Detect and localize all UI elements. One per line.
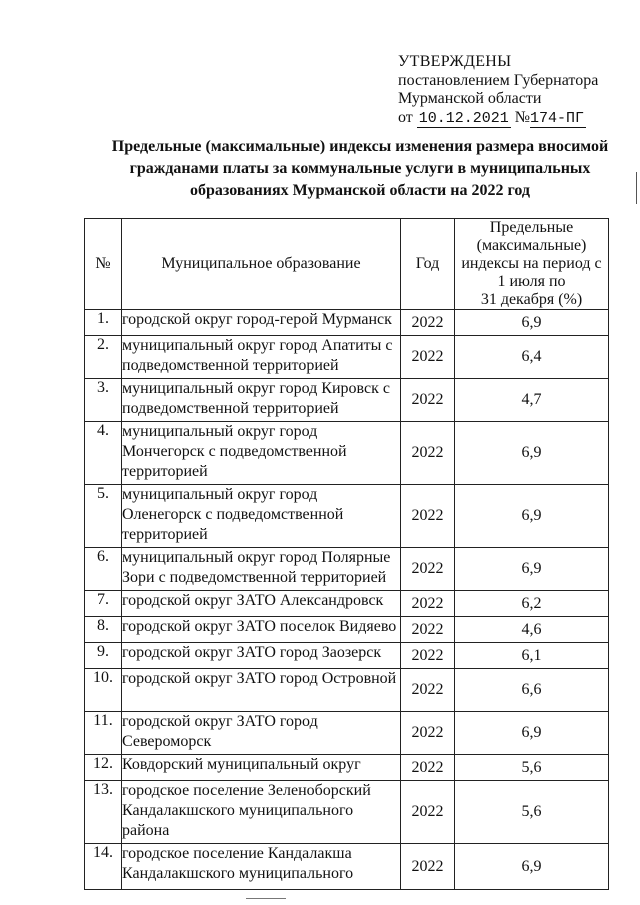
table-row <box>85 643 609 669</box>
scan-bottom-mark <box>246 898 286 899</box>
row-number: 8. <box>85 617 122 643</box>
header-num: № <box>85 219 122 310</box>
table-row <box>85 379 609 422</box>
row-municipality: муниципальный округ город Мончегорск с подведомственной территорией <box>122 422 401 485</box>
row-number: 9. <box>85 643 122 669</box>
row-municipality: муниципальный округ город Апатиты с подведомственной территорией <box>122 336 401 379</box>
approval-number-sign: № <box>514 108 531 126</box>
header-index-line: Предельные <box>489 219 574 236</box>
row-year: 2022 <box>401 336 455 379</box>
row-index: 6,2 <box>455 591 609 617</box>
row-municipality: городской округ ЗАТО город Островной <box>122 669 401 712</box>
approval-region-line: Мурманской области <box>398 90 542 107</box>
row-number: 4. <box>85 422 122 485</box>
approval-date: 10.12.2021 <box>418 109 509 127</box>
table-row <box>85 336 609 379</box>
row-index: 6,9 <box>455 548 609 591</box>
row-municipality: городской округ ЗАТО поселок Видяево <box>122 617 401 643</box>
row-index: 4,6 <box>455 617 609 643</box>
table-row <box>85 755 609 781</box>
row-year: 2022 <box>401 548 455 591</box>
row-municipality: городское поселение Кандалакша Кандалакшского муниципального <box>122 844 401 890</box>
row-number: 7. <box>85 591 122 617</box>
row-index: 5,6 <box>455 781 609 844</box>
row-number: 3. <box>85 379 122 422</box>
heading-line-2: гражданами платы за коммунальные услуги в муниципальных <box>129 160 591 177</box>
row-year: 2022 <box>401 781 455 844</box>
row-index: 6,9 <box>455 712 609 755</box>
approval-decree-line: постановлением Губернатора <box>398 71 599 89</box>
row-municipality: муниципальный округ город Полярные Зори с подведомственной территорией <box>122 548 401 591</box>
row-municipality: городской округ ЗАТО город Североморск <box>122 712 401 755</box>
row-municipality: муниципальный округ город Оленегорск с подведомственной территорией <box>122 485 401 548</box>
header-year: Год <box>401 219 455 310</box>
row-year: 2022 <box>401 643 455 669</box>
row-year: 2022 <box>401 422 455 485</box>
table-row <box>85 310 609 336</box>
table-header-row <box>85 219 609 310</box>
row-year: 2022 <box>401 669 455 712</box>
row-index: 6,6 <box>455 669 609 712</box>
header-index-line: 31 декабря (%) <box>480 291 583 308</box>
row-municipality: Ковдорский муниципальный округ <box>122 755 401 781</box>
table-row <box>85 617 609 643</box>
document-heading <box>80 136 640 202</box>
approval-title: УТВЕРЖДЕНЫ <box>398 53 512 70</box>
row-number: 13. <box>85 781 122 844</box>
row-number: 6. <box>85 548 122 591</box>
table-row <box>85 548 609 591</box>
row-municipality: муниципальный округ город Кировск с подведомственной территорией <box>122 379 401 422</box>
row-number: 1. <box>85 310 122 336</box>
row-municipality: городской округ ЗАТО Александровск <box>122 591 401 617</box>
row-index: 6,9 <box>455 844 609 890</box>
indices-table <box>84 218 609 890</box>
row-number: 14. <box>85 844 122 890</box>
heading-line-1: Предельные (максимальные) индексы изменения размера вносимой <box>111 138 609 155</box>
approval-date-line <box>398 109 628 128</box>
row-year: 2022 <box>401 485 455 548</box>
table-row <box>85 844 609 890</box>
approval-block <box>398 53 628 128</box>
row-municipality: городское поселение Зеленоборский Кандалакшского муниципального района <box>122 781 401 844</box>
row-number: 12. <box>85 755 122 781</box>
header-municipality: Муниципальное образование <box>122 219 401 310</box>
table-row <box>85 712 609 755</box>
row-year: 2022 <box>401 379 455 422</box>
row-municipality: городской округ город-герой Мурманск <box>122 310 401 336</box>
table-row <box>85 485 609 548</box>
row-index: 6,4 <box>455 336 609 379</box>
row-number: 11. <box>85 712 122 755</box>
table-row <box>85 781 609 844</box>
approval-number: 174-ПГ <box>530 109 585 127</box>
header-index-line: 1 июля по <box>497 273 566 290</box>
scan-edge-mark <box>636 172 637 204</box>
row-year: 2022 <box>401 310 455 336</box>
row-index: 4,7 <box>455 379 609 422</box>
table-row <box>85 591 609 617</box>
heading-line-3: образованиях Мурманской области на 2022 год <box>190 182 530 199</box>
header-index <box>455 219 609 310</box>
approval-from-label: от <box>398 108 413 126</box>
row-index: 6,9 <box>455 422 609 485</box>
row-year: 2022 <box>401 844 455 890</box>
header-index-line: (максимальные) <box>476 237 587 254</box>
table-row <box>85 422 609 485</box>
row-year: 2022 <box>401 617 455 643</box>
row-index: 5,6 <box>455 755 609 781</box>
row-number: 10. <box>85 669 122 712</box>
row-number: 2. <box>85 336 122 379</box>
row-number: 5. <box>85 485 122 548</box>
row-index: 6,9 <box>455 310 609 336</box>
header-index-line: индексы на период с <box>461 255 602 272</box>
row-year: 2022 <box>401 591 455 617</box>
table-row <box>85 669 609 712</box>
row-year: 2022 <box>401 755 455 781</box>
row-index: 6,1 <box>455 643 609 669</box>
row-municipality: городской округ ЗАТО город Заозерск <box>122 643 401 669</box>
row-year: 2022 <box>401 712 455 755</box>
row-index: 6,9 <box>455 485 609 548</box>
